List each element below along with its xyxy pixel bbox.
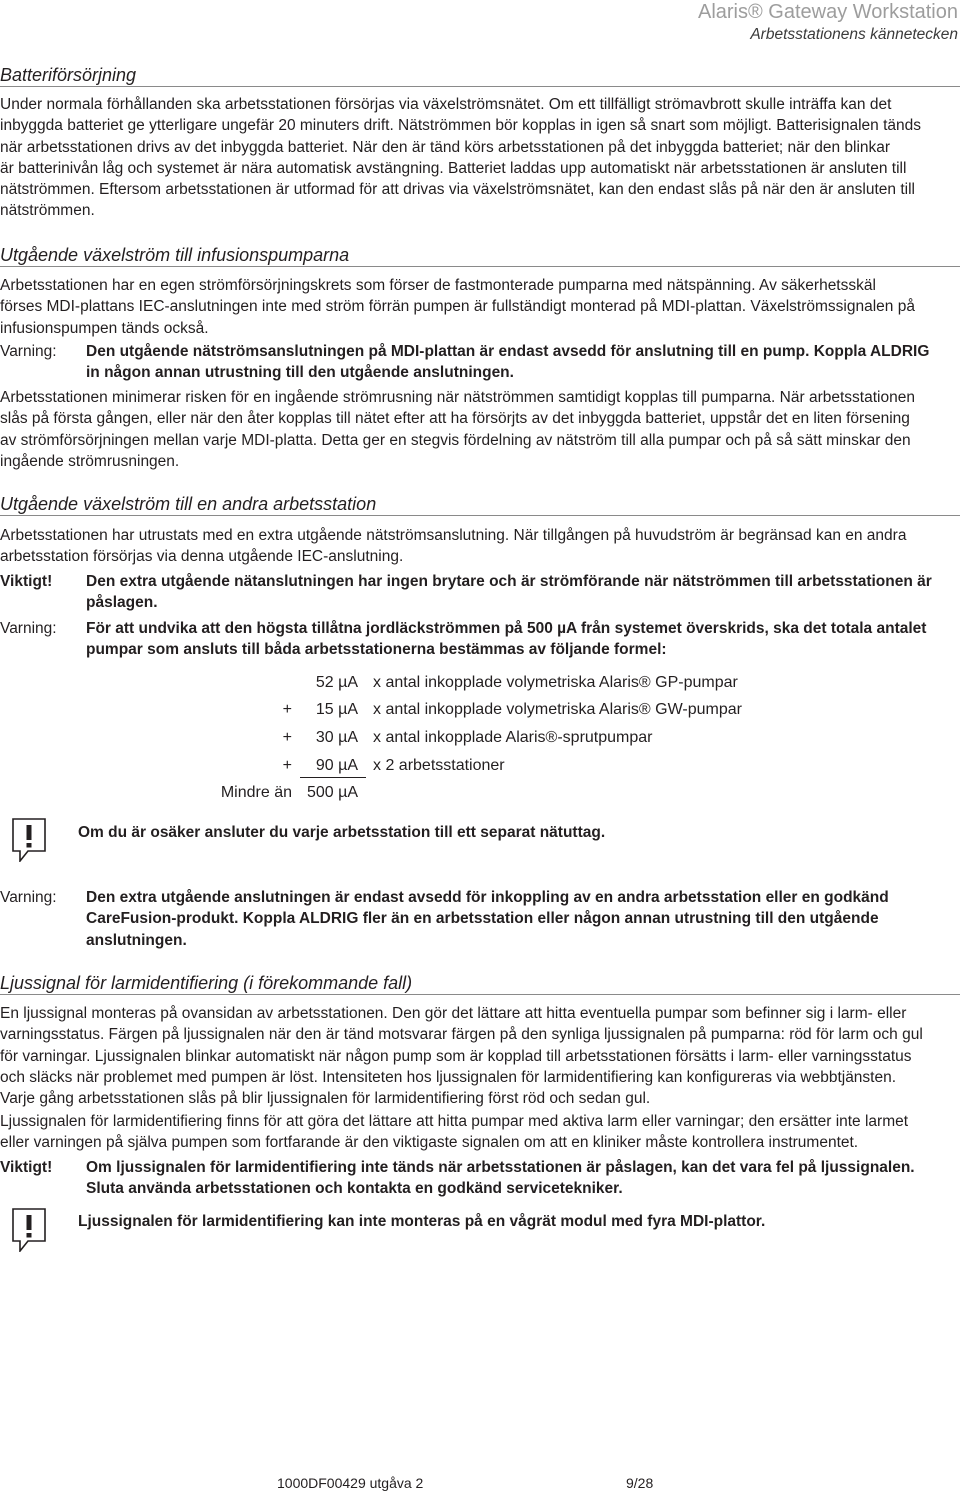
paragraph-line: inbyggda batteriet ge ytterligare ungefär 20 minuters drift. Nätströmmen bör kopplas in igen så snart som möjligt. Batterisignalen tänds: [0, 117, 922, 135]
warning-text-line: För att undvika att den högsta tillåtna jordläckströmmen på 500 µA från systemet överskrids, ska det totala antalet: [86, 620, 927, 637]
paragraph-line: arbetsstation försörjas via denna utgående IEC-anslutning.: [0, 548, 404, 566]
paragraph-line: förses MDI-plattans IEC-anslutningen inte med ström förrän pumpen är fullständigt monterad på MDI-plattan. Växelströmssignalen på: [0, 298, 915, 316]
important-text-line: påslagen.: [86, 594, 158, 612]
formula-value: 90 µA: [315, 757, 358, 774]
warning-text-line: CareFusion-produkt. Koppla ALDRIG fler än en arbetsstation eller någon annan utrustning till den utgående: [86, 910, 879, 928]
important-text-line: Om ljussignalen för larmidentifiering inte tänds när arbetsstationen är påslagen, kan det vara fel på ljussignalen.: [86, 1159, 915, 1176]
paragraph-line: när arbetsstationen drivs av det inbyggda batteriet. När den är tänd körs arbetsstationen på det inbyggda batteriet; när den blinkar: [0, 138, 891, 156]
formula-row: [0, 755, 960, 777]
warning-text: [86, 341, 929, 384]
warning-text-line: anslutningen.: [86, 931, 187, 949]
important-label: Viktigt!: [0, 1159, 53, 1176]
formula-row: [0, 699, 960, 721]
paragraph: [0, 387, 915, 472]
paragraph-line: En ljussignal monteras på ovansidan av arbetsstationen. Den gör det lättare att hitta eventuella pumpar som befinner sig i larm- eller: [0, 1005, 907, 1022]
warning-block: [0, 341, 960, 382]
page-header-title: Alaris® Gateway Workstation: [697, 1, 958, 23]
paragraph-line: Ljussignalen för larmidentifiering finns för att göra det lättare att hitta pumpar med aktiva larm eller varningar; den ersätter inte larmet: [0, 1113, 909, 1130]
warning-block: [0, 887, 960, 949]
paragraph-line: för varningar. Ljussignalen blinkar automatiskt när någon pump som är kopplad till arbetsstationen försätts i larm- eller varningsstatus: [0, 1047, 912, 1065]
formula-total: 500 µA: [306, 784, 358, 801]
formula-description: x antal inkopplade volymetriska Alaris® GP-pumpar: [373, 674, 738, 691]
paragraph-line: Arbetsstationen minimerar risken för en ingående strömrusning när nätströmmen samtidigt kopplas till pumparna. När arbetsstationen: [0, 389, 915, 406]
formula-value: 30 µA: [315, 729, 358, 746]
page-header-subtitle: Arbetsstationens kännetecken: [750, 26, 958, 43]
formula-operator: +: [282, 701, 292, 718]
warning-label: Varning:: [0, 620, 57, 637]
paragraph-line: Arbetsstationen har en egen strömförsörjningskrets som förser de fastmonterade pumparna med nätspänning. Av säkerhetsskäl: [0, 277, 876, 294]
formula-row: [0, 727, 960, 749]
formula-operator: +: [282, 757, 292, 774]
paragraph-line: Varje gång arbetsstationen slås på blir ljussignalen för larmidentifiering först röd och sedan gul.: [0, 1090, 651, 1108]
warning-text: [86, 887, 889, 951]
paragraph: [0, 525, 906, 568]
important-text: [86, 571, 932, 614]
warning-label: Varning:: [0, 889, 57, 906]
formula-description: x antal inkopplade volymetriska Alaris® GW-pumpar: [373, 701, 742, 718]
paragraph-line: Under normala förhållanden ska arbetsstationen försörjas via växelströmsnätet. Om ett tillfälligt strömavbrott skulle inträffa kan det: [0, 96, 892, 113]
paragraph-line: eller varningen på själva pumpen som fortfarande är den viktigaste signalen om att en kliniker måste kontrollera instrumentet.: [0, 1134, 859, 1152]
warning-label: Varning:: [0, 343, 57, 360]
paragraph-line: infusionspumpen tänds också.: [0, 319, 209, 337]
important-block: [0, 571, 960, 612]
warning-text-line: in någon annan utrustning till den utgående anslutningen.: [86, 364, 514, 382]
note-text: Ljussignalen för larmidentifiering kan inte monteras på en vågrät modul med fyra MDI-plattor.: [78, 1213, 766, 1230]
formula-description: x 2 arbetsstationer: [373, 757, 505, 774]
paragraph-line: Arbetsstationen har utrustats med en extra utgående nätströmsanslutning. När tillgången på huvudström är begränsad kan en andra: [0, 527, 907, 544]
paragraph-line: är batterinivån låg och systemet är nära automatisk avstängning. Batteriet laddas upp automatiskt när arbetsstationen är ansluten till: [0, 159, 907, 177]
warning-text-line: Den utgående nätströmsanslutningen på MDI-plattan är endast avsedd för anslutning till en pump. Koppla ALDRIG: [86, 343, 930, 360]
paragraph: [0, 1111, 908, 1154]
note-text: Om du är osäker ansluter du varje arbetsstation till ett separat nätuttag.: [78, 824, 606, 841]
important-text: [86, 1157, 915, 1200]
paragraph-line: ingående strömrusningen.: [0, 452, 180, 470]
formula-operator: Mindre än: [220, 784, 292, 801]
section-heading: Batteriförsörjning: [0, 64, 960, 87]
exclamation-note-icon: [12, 818, 46, 862]
paragraph-line: slås på första gången, eller när den åter kopplas till nätet efter att ha försörjts av det inbyggda batteriet, uppstår det en liten försening: [0, 410, 910, 428]
paragraph-line: varningsstatus. Färgen på ljussignalen när den är tänd motsvarar färgen på den synliga ljussignalen på pumparna: röd för larm och gul: [0, 1026, 923, 1044]
section-heading: Utgående växelström till infusionspumparna: [0, 244, 960, 267]
important-text-line: Sluta använda arbetsstationen och kontakta en godkänd servicetekniker.: [86, 1180, 623, 1198]
paragraph: [0, 94, 921, 222]
section-heading: Ljussignal för larmidentifiering (i förekommande fall): [0, 972, 960, 995]
formula-operator: +: [282, 729, 292, 746]
warning-block: [0, 618, 960, 659]
formula-row: [0, 782, 960, 804]
warning-text: [86, 618, 926, 661]
formula-description: x antal inkopplade Alaris®-sprutpumpar: [373, 729, 653, 746]
important-label: Viktigt!: [0, 573, 53, 590]
important-text-line: Den extra utgående nätanslutningen har ingen brytare och är strömförande när nätströmmen till arbetsstationen är: [86, 573, 932, 590]
formula-value: 52 µA: [315, 674, 358, 691]
paragraph-line: nätströmmen. Eftersom arbetsstationen är utformad för att drivas via växelströmsnätet, kan den endast slås på när den är ansluten till: [0, 181, 915, 199]
paragraph-line: och släcks när problemet med pumpen är löst. Intensiteten hos ljussignalen för larmidentifiering kan konfigureras via webbtjänsten.: [0, 1068, 897, 1086]
exclamation-note-icon: [12, 1208, 46, 1252]
warning-text-line: Den extra utgående anslutningen är endast avsedd för inkoppling av en andra arbetsstation eller en godkänd: [86, 889, 889, 906]
footer-page-number: 9/28: [626, 1475, 654, 1491]
paragraph: [0, 275, 915, 339]
paragraph-line: nätströmmen.: [0, 202, 95, 220]
footer-document-id: 1000DF00429 utgåva 2: [277, 1475, 424, 1491]
warning-text-line: pumpar som ansluts till båda arbetsstationerna bestämmas av följande formel:: [86, 641, 667, 659]
formula-sum-rule: [300, 777, 366, 778]
formula-value: 15 µA: [315, 701, 358, 718]
important-block: [0, 1157, 960, 1198]
formula-row: [0, 672, 960, 694]
paragraph-line: av strömförsörjningen mellan varje MDI-platta. Detta ger en stegvis fördelning av nätström till alla pumpar och på så sätt minskar den: [0, 431, 911, 449]
section-heading: Utgående växelström till en andra arbetsstation: [0, 493, 960, 516]
paragraph: [0, 1003, 923, 1109]
